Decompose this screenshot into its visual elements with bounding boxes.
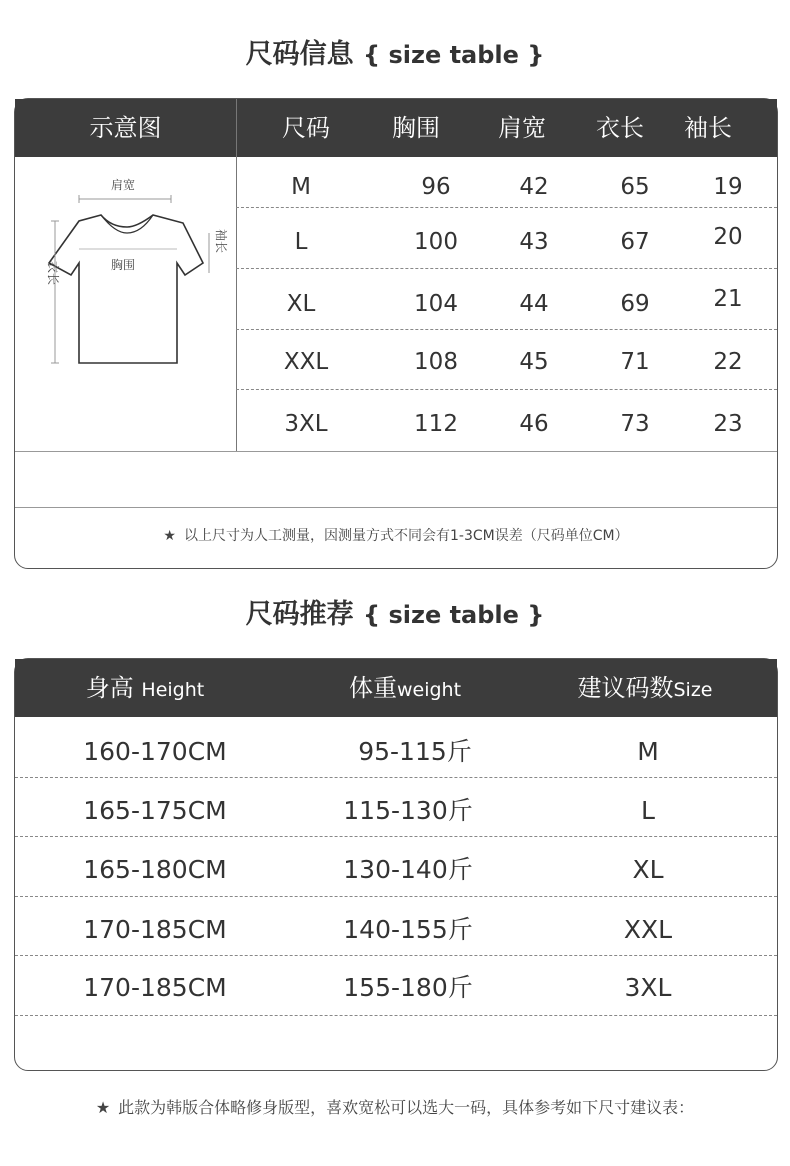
cell-weight: 95-115斤 bbox=[358, 737, 472, 766]
cell-size: XL bbox=[286, 291, 316, 317]
header-size bbox=[535, 659, 755, 717]
recommend-title bbox=[0, 592, 790, 631]
header-height-en: Height bbox=[141, 679, 205, 701]
row-divider bbox=[15, 1015, 777, 1016]
table-row bbox=[15, 959, 777, 1017]
table-row bbox=[15, 782, 777, 840]
size-table-title-cn: 尺码信息 bbox=[245, 39, 354, 70]
header-height-cn: 身高 bbox=[85, 674, 134, 702]
recommend-title-en: { size table } bbox=[363, 601, 545, 629]
cell-sleeve: 23 bbox=[713, 411, 743, 437]
measurement-note-text: 以上尺寸为人工测量，因测量方式不同会有1-3CM误差（尺码单位CM） bbox=[183, 528, 629, 544]
size-table-title-en: { size table } bbox=[363, 41, 545, 69]
tshirt-diagram-icon bbox=[41, 177, 228, 377]
header-length: 衣长 bbox=[596, 114, 644, 142]
cell-size: 3XL bbox=[284, 411, 328, 437]
cell-sleeve: 19 bbox=[713, 174, 743, 200]
cell-chest: 100 bbox=[414, 229, 458, 255]
header-weight-cn: 体重 bbox=[348, 674, 397, 702]
row-divider bbox=[15, 955, 777, 956]
header-height bbox=[55, 659, 235, 717]
header-chest: 胸围 bbox=[392, 114, 440, 142]
cell-height: 170-185CM bbox=[83, 973, 227, 1002]
cell-height: 170-185CM bbox=[83, 915, 227, 944]
cell-chest: 96 bbox=[421, 174, 451, 200]
row-divider bbox=[15, 777, 777, 778]
recommend-header bbox=[15, 659, 777, 717]
measurement-note bbox=[15, 525, 777, 545]
cell-size: M bbox=[637, 737, 659, 766]
cell-size: M bbox=[291, 174, 311, 200]
header-weight bbox=[315, 659, 495, 717]
cell-chest: 104 bbox=[414, 291, 458, 317]
cell-height: 165-180CM bbox=[83, 855, 227, 884]
table-row bbox=[15, 841, 777, 899]
header-shoulder: 肩宽 bbox=[498, 114, 546, 142]
cell-size: XXL bbox=[283, 349, 329, 375]
row-divider bbox=[15, 896, 777, 897]
row-divider bbox=[15, 836, 777, 837]
cell-weight: 115-130斤 bbox=[343, 796, 473, 825]
diagram-label-sleeve: 袖长 bbox=[214, 229, 228, 254]
cell-weight: 140-155斤 bbox=[343, 915, 473, 944]
cell-weight: 130-140斤 bbox=[343, 855, 473, 884]
size-info-table bbox=[14, 98, 778, 569]
cell-sleeve: 21 bbox=[713, 286, 743, 312]
cell-shoulder: 46 bbox=[519, 411, 549, 437]
diagram-label-shoulder: 肩宽 bbox=[111, 178, 136, 192]
header-sleeve: 袖长 bbox=[684, 114, 732, 142]
header-diagram: 示意图 bbox=[89, 114, 162, 142]
table-row bbox=[15, 723, 777, 781]
cell-height: 165-175CM bbox=[83, 796, 227, 825]
table-row bbox=[15, 901, 777, 959]
size-info-header bbox=[15, 99, 777, 157]
cell-length: 69 bbox=[620, 291, 650, 317]
diagram-label-chest: 胸围 bbox=[111, 258, 136, 272]
header-size: 尺码 bbox=[282, 114, 330, 142]
cell-chest: 112 bbox=[414, 411, 458, 437]
cell-shoulder: 42 bbox=[519, 174, 549, 200]
header-size-cn: 建议码数 bbox=[577, 674, 674, 702]
fit-note bbox=[0, 1095, 790, 1118]
cell-size: XL bbox=[632, 855, 664, 884]
cell-shoulder: 44 bbox=[519, 291, 549, 317]
star-icon: ★ bbox=[163, 528, 176, 544]
size-recommend-table bbox=[14, 658, 778, 1071]
table-row bbox=[236, 212, 777, 272]
cell-sleeve: 22 bbox=[713, 349, 743, 375]
row-divider bbox=[236, 329, 777, 330]
table-divider bbox=[15, 451, 777, 452]
cell-height: 160-170CM bbox=[83, 737, 227, 766]
fit-note-text: 此款为韩版合体略修身版型，喜欢宽松可以选大一码，具体参考如下尺寸建议表： bbox=[118, 1098, 695, 1117]
cell-length: 73 bbox=[620, 411, 650, 437]
star-icon: ★ bbox=[95, 1098, 111, 1117]
cell-shoulder: 45 bbox=[519, 349, 549, 375]
cell-size: L bbox=[641, 796, 655, 825]
cell-chest: 108 bbox=[414, 349, 458, 375]
table-divider bbox=[15, 507, 777, 508]
cell-length: 65 bbox=[620, 174, 650, 200]
cell-length: 67 bbox=[620, 229, 650, 255]
cell-size: L bbox=[294, 229, 308, 255]
cell-size: 3XL bbox=[624, 973, 672, 1002]
table-row bbox=[236, 394, 777, 454]
header-weight-en: weight bbox=[396, 679, 462, 701]
cell-sleeve: 20 bbox=[713, 224, 743, 250]
cell-length: 71 bbox=[620, 349, 650, 375]
cell-weight: 155-180斤 bbox=[343, 973, 473, 1002]
row-divider bbox=[236, 389, 777, 390]
table-row bbox=[236, 274, 777, 334]
diagram-label-length: 衣长 bbox=[46, 261, 60, 286]
size-table-title bbox=[0, 32, 790, 71]
header-size-en: Size bbox=[673, 679, 713, 701]
cell-size: XXL bbox=[623, 915, 673, 944]
table-row bbox=[236, 332, 777, 392]
recommend-title-cn: 尺码推荐 bbox=[245, 599, 354, 630]
cell-shoulder: 43 bbox=[519, 229, 549, 255]
